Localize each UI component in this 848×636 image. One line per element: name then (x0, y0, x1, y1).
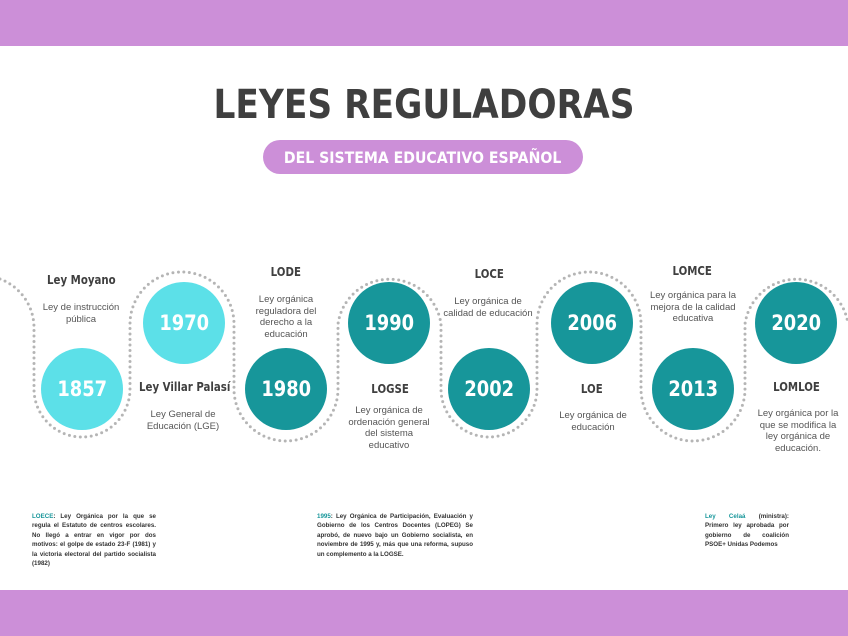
law-name-2002: LOCE (474, 267, 504, 281)
law-name-2020: LOMLOE (772, 380, 820, 394)
law-name-1980: LODE (270, 265, 302, 279)
law-desc-1857: Ley de instrucción pública (42, 302, 120, 325)
law-name-1857: Ley Moyano (46, 273, 116, 287)
year-circle-2013: 2013 (652, 348, 734, 430)
note-celaa-text: (ministra): Primero ley aprobada por gobierno de coalición PSOE+ Unidas Podemos (705, 513, 789, 549)
law-desc-2020: Ley orgánica por la que se modifica la ley orgánica de educación. (757, 408, 839, 454)
page-subtitle: DEL SISTEMA EDUCATIVO ESPAÑOL (284, 147, 562, 167)
bottom-band (0, 590, 848, 636)
law-desc-1980: Ley orgánica reguladora del derecho a la educación (255, 294, 317, 340)
note-celaa (705, 512, 789, 550)
law-desc-2006: Ley orgánica de educación (559, 410, 627, 433)
note-loece-text: : Ley Orgánica por la que se regula el Estatuto de centros escolares. No llegó a entrar en vigor por dos motivos: el golpe de estado 23-F (1981) y la victoria electoral del partido socialista (1982) (32, 513, 156, 568)
note-celaa-key: Ley Celaá (705, 513, 746, 520)
page-title: LEYES REGULADORAS (213, 82, 635, 128)
year-circle-1857: 1857 (41, 348, 123, 430)
law-desc-2013: Ley orgánica para la mejora de la calidad educativa (649, 290, 737, 324)
law-desc-1990: Ley orgánica de ordenación general del sistema educativo (348, 405, 430, 451)
note-lopeg-text: : Ley Orgánica de Participación, Evaluación y Gobierno de los Centros Docentes (LOPEG) Se aprobó, de nuevo bajo un Gobierno socialista, en noviembre de 1995 y, más que una reforma, supuso un complemento a la LOGSE. (317, 513, 473, 558)
note-loece (32, 512, 156, 568)
law-name-2013: LOMCE (672, 264, 712, 278)
year-circle-1970: 1970 (143, 282, 225, 364)
note-loece-key: LOECE (32, 513, 54, 520)
law-desc-1970: Ley General de Educación (LGE) (146, 409, 220, 432)
note-lopeg (317, 512, 473, 559)
law-name-1990: LOGSE (371, 382, 409, 396)
year-circle-1980: 1980 (245, 348, 327, 430)
note-lopeg-key: 1995 (317, 513, 331, 520)
law-name-1970: Ley Villar Palasí (139, 380, 231, 394)
law-name-2006: LOE (581, 382, 603, 396)
year-circle-2002: 2002 (448, 348, 530, 430)
year-circle-2020: 2020 (755, 282, 837, 364)
year-circle-1990: 1990 (348, 282, 430, 364)
law-desc-2002: Ley orgánica de calidad de educación (443, 296, 533, 319)
year-circle-2006: 2006 (551, 282, 633, 364)
